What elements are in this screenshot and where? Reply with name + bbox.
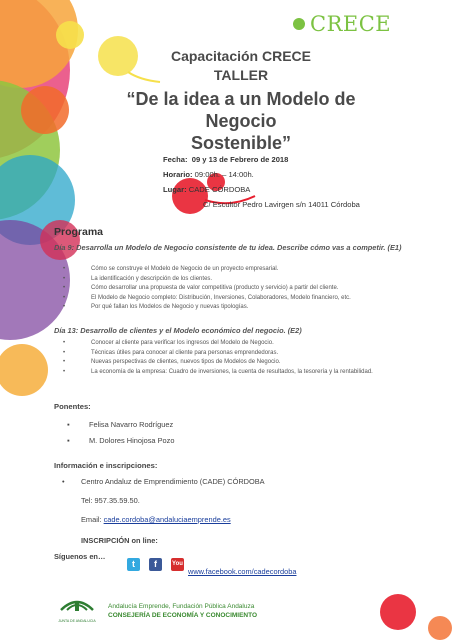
junta-logo — [54, 592, 100, 623]
social-icons — [127, 558, 184, 571]
day1-heading: Día 9: Desarrolla un Modelo de Negocio consistente de tu idea. Describe cómo vas a competir. (E1) — [54, 243, 402, 252]
address: C/ Escultor Pedro Lavirgen s/n 14011 Córdoba — [203, 200, 360, 209]
list-item: • Conocer al cliente para verificar los ingresos del Modelo de Negocio. — [63, 340, 274, 346]
lugar-value: CADE CÓRDOBA — [188, 185, 251, 194]
email-link[interactable]: cade.cordoba@andaluciaemprende.es — [103, 515, 231, 524]
title-line-4: Sostenible” — [190, 133, 292, 153]
list-item: • La economía de la empresa: Cuadro de inversiones, la cuenta de resultados, la tesorería y la rentabilidad. — [63, 368, 373, 375]
list-item: • La identificación y descripción de los clientes. — [63, 275, 213, 282]
junta-emblem-icon — [57, 592, 97, 614]
title-line-3: “De la idea a un Modelo de Negocio — [126, 89, 356, 131]
lugar-row — [163, 182, 360, 197]
facebook-icon[interactable]: f — [149, 558, 162, 571]
day2-list — [54, 339, 410, 377]
informacion-title: Información e inscripciones: — [54, 461, 158, 470]
email-row — [81, 515, 231, 524]
footer-line-1: Andalucía Emprende, Fundación Pública Andaluza — [108, 603, 255, 610]
horario-row — [163, 167, 360, 182]
lugar-label: Lugar: — [163, 185, 187, 194]
fecha-row — [163, 152, 360, 167]
list-item: • Cómo desarrollar una propuesta de valor competitiva (producto y servicio) a partir del cliente. — [63, 285, 339, 291]
twitter-icon[interactable]: t — [127, 558, 140, 571]
tel: Tel: 957.35.59.50. — [81, 496, 140, 505]
crece-logo-text: CRECE — [310, 12, 392, 36]
ponente-2: ▪ M. Dolores Hinojosa Pozo — [67, 436, 175, 445]
email-label: Email: — [81, 515, 102, 524]
youtube-icon[interactable]: You — [171, 558, 184, 571]
event-info — [163, 152, 360, 212]
list-item: • Cómo se construye el Modelo de Negocio de un proyecto empresarial. — [63, 266, 279, 272]
crece-leaf-icon — [292, 17, 306, 31]
day1-list — [54, 265, 410, 313]
junta-label: JUNTA DE ANDALUCIA — [58, 619, 96, 623]
list-item: • El Modelo de Negocio completo: Distribución, Inversiones, Colaboradores, Modelo financiero, etc. — [63, 294, 351, 301]
footer-text — [108, 603, 257, 619]
fecha-label: Fecha: — [163, 155, 188, 164]
siguenos-label: Síguenos en… — [54, 552, 106, 561]
event-title — [96, 47, 386, 154]
center-row — [62, 477, 265, 486]
day2-heading: Día 13: Desarrollo de clientes y el Modelo económico del negocio. (E2) — [54, 326, 302, 335]
list-item: • Por qué fallan los Modelos de Negocio y nuevas tipologías. — [63, 304, 249, 310]
title-line-2: TALLER — [213, 67, 269, 83]
ponentes-title: Ponentes: — [54, 402, 91, 411]
footer-line-2: CONSEJERÍA DE ECONOMÍA Y CONOCIMIENTO — [108, 612, 258, 619]
ponente-1: ▪ Felisa Navarro Rodríguez — [67, 420, 174, 429]
horario-value: 09:00h. – 14:00h. — [194, 170, 254, 179]
inscripcion-online[interactable]: INSCRIPCIÓN on line: — [81, 536, 158, 545]
horario-label: Horario: — [163, 170, 193, 179]
center-name: Centro Andaluz de Emprendimiento (CADE) CÓRDOBA — [81, 477, 265, 486]
list-item: • Técnicas útiles para conocer al cliente para personas emprendedoras. — [63, 349, 279, 356]
facebook-link[interactable]: www.facebook.com/cadecordoba — [188, 567, 297, 576]
fecha-value: 09 y 13 de Febrero de 2018 — [191, 155, 289, 164]
crece-logo — [292, 12, 391, 36]
programa-title: Programa — [54, 226, 104, 238]
bullet: • — [62, 477, 65, 486]
title-line-1: Capacitación CRECE — [170, 48, 312, 64]
list-item: • Nuevas perspectivas de clientes, nuevos tipos de Modelos de Negocio. — [63, 359, 281, 365]
